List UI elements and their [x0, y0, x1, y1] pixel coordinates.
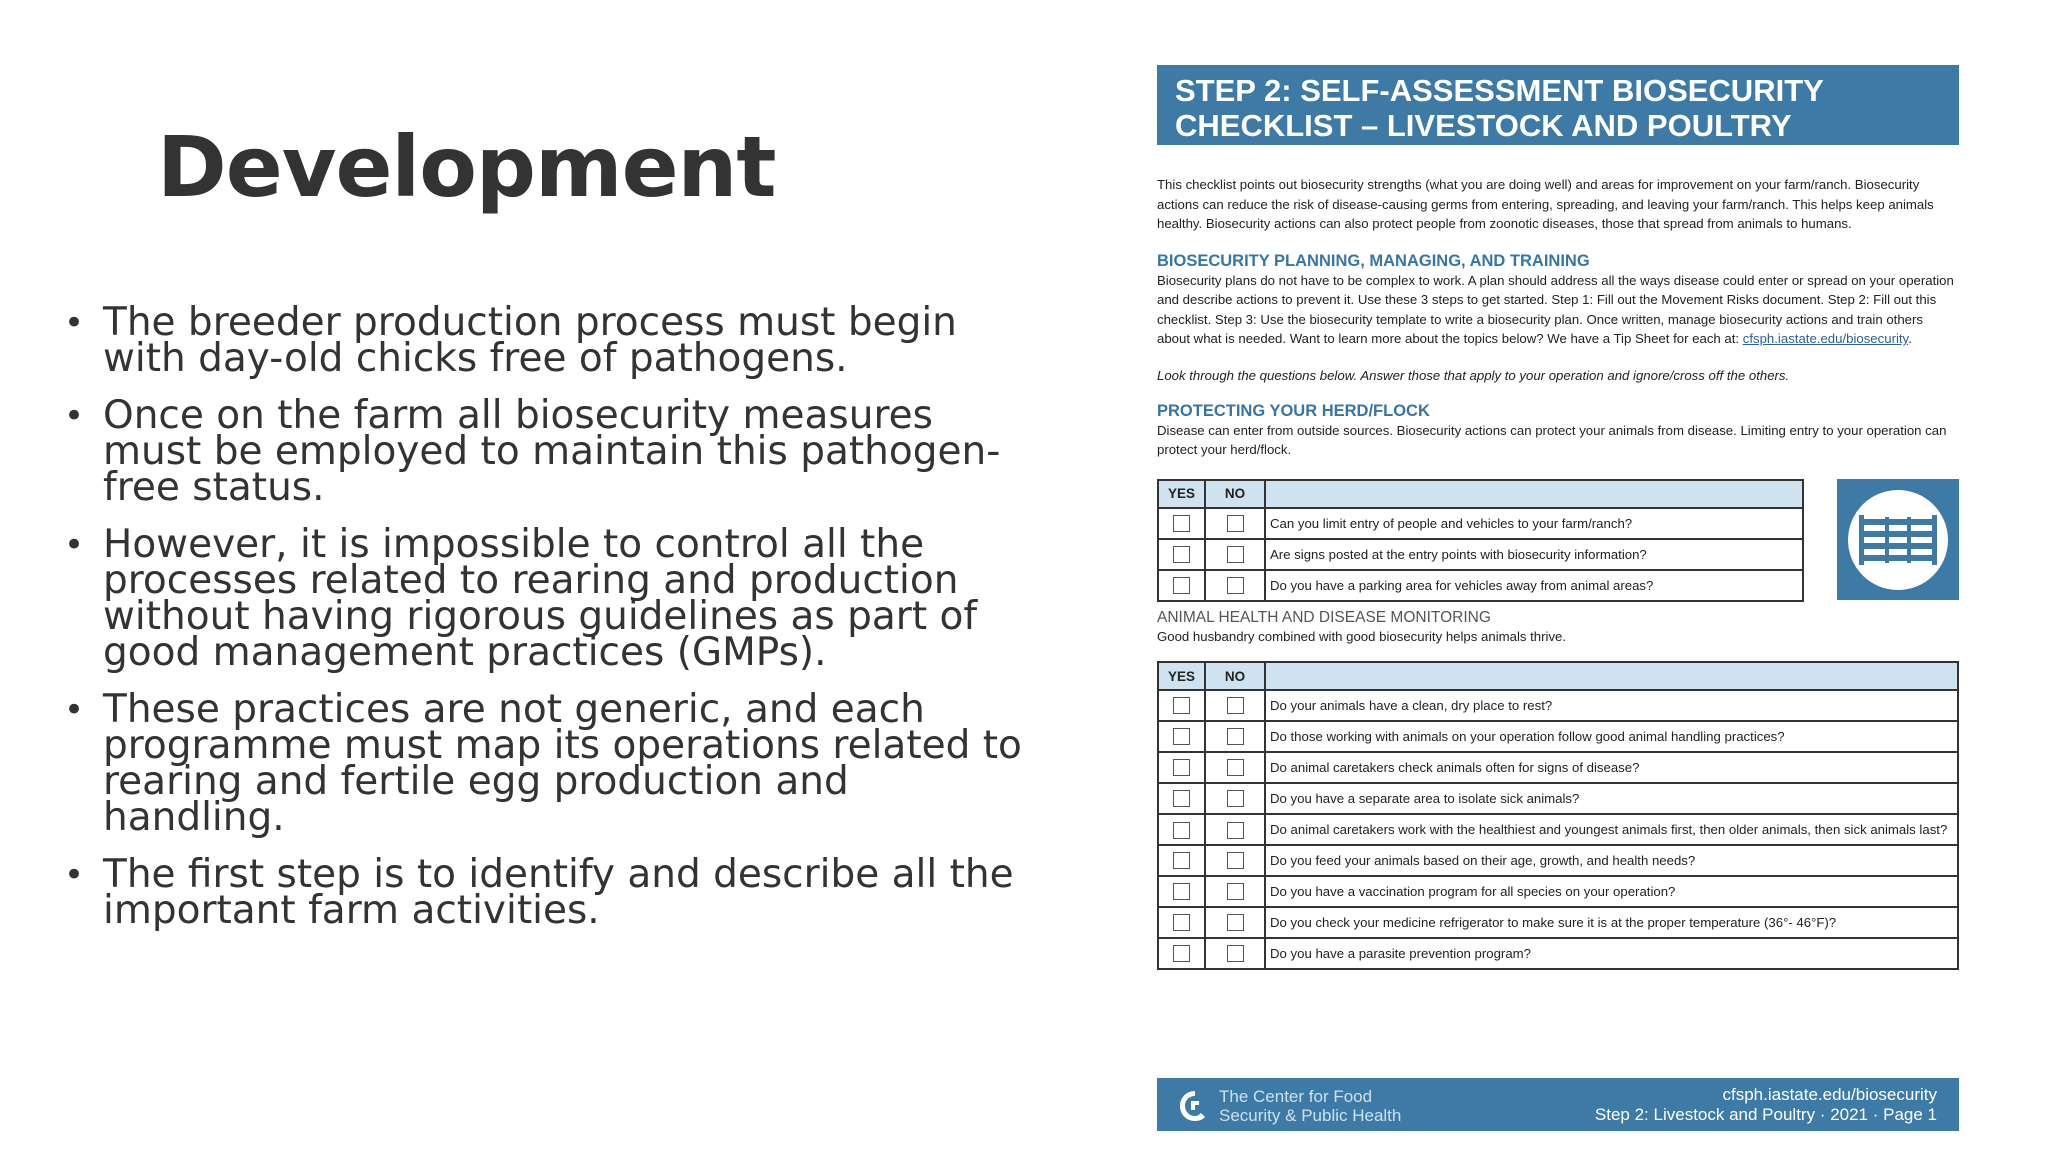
planning-paragraph [1157, 271, 1959, 349]
yes-checkbox[interactable] [1173, 577, 1190, 594]
col-question [1265, 480, 1803, 508]
no-checkbox[interactable] [1227, 759, 1244, 776]
no-checkbox[interactable] [1227, 852, 1244, 869]
no-checkbox[interactable] [1227, 515, 1244, 532]
bullet-item: • However, it is impossible to control all the processes related to rearing and production without having rigorous guidelines as part of good management practices (GMPs). [62, 527, 1022, 671]
yes-checkbox[interactable] [1173, 546, 1190, 563]
table-row [1158, 752, 1958, 783]
planning-text: Biosecurity plans do not have to be complex to work. A plan should address all the ways disease could enter or spread on your operation and describe actions to prevent it. Use these 3 steps to get started. Step 1: Fill out the Movement Risks document. Step 2: Fill out this checklist. Step 3: Use the biosecurity template to write a biosecurity plan. Once written, manage biosecurity actions and train others about what is needed. Want to learn more about the topics below? We have a Tip Sheet for each at: [1157, 272, 1954, 346]
no-checkbox[interactable] [1227, 883, 1244, 900]
slide-title: Development [157, 118, 776, 216]
footer-org [1219, 1087, 1401, 1125]
yes-checkbox[interactable] [1173, 914, 1190, 931]
bullet-item: • These practices are not generic, and each programme must map its operations related to rearing and fertile egg production and handling. [62, 692, 1022, 836]
yes-checkbox[interactable] [1173, 822, 1190, 839]
col-question [1265, 662, 1958, 690]
banner-line-2: CHECKLIST – LIVESTOCK AND POULTRY [1175, 108, 1792, 143]
footer-org-line-2: Security & Public Health [1219, 1106, 1402, 1125]
no-checkbox[interactable] [1227, 546, 1244, 563]
question-text: Can you limit entry of people and vehicles to your farm/ranch? [1265, 508, 1803, 539]
yes-checkbox[interactable] [1173, 790, 1190, 807]
checklist-table-herd [1157, 479, 1804, 602]
table1-area [1157, 479, 1959, 609]
footer-url: cfsph.iastate.edu/biosecurity [1722, 1085, 1937, 1104]
no-checkbox[interactable] [1227, 945, 1244, 962]
checklist-document [1157, 65, 1959, 1152]
col-yes: YES [1158, 662, 1205, 690]
question-text: Do you feed your animals based on their age, growth, and health needs? [1265, 845, 1958, 876]
question-text: Do you have a parasite prevention program? [1265, 938, 1958, 969]
question-text: Do you check your medicine refrigerator to make sure it is at the proper temperature (36°- 46°F)? [1265, 907, 1958, 938]
table-row [1158, 539, 1803, 570]
checklist-table-health [1157, 661, 1959, 970]
yes-checkbox[interactable] [1173, 883, 1190, 900]
no-checkbox[interactable] [1227, 728, 1244, 745]
table-row [1158, 570, 1803, 601]
no-checkbox[interactable] [1227, 914, 1244, 931]
health-paragraph: Good husbandry combined with good biosecurity helps animals thrive. [1157, 628, 1567, 644]
no-checkbox[interactable] [1227, 822, 1244, 839]
no-checkbox[interactable] [1227, 697, 1244, 714]
question-text: Do your animals have a clean, dry place to rest? [1265, 690, 1958, 721]
col-no: NO [1205, 480, 1265, 508]
table-row [1158, 876, 1958, 907]
table-row [1158, 938, 1958, 969]
document-footer [1157, 1078, 1959, 1131]
bullet-item: • The breeder production process must begin with day-old chicks free of pathogens. [62, 305, 1022, 377]
bullet-item: • The first step is to identify and describe all the important farm activities. [62, 857, 1022, 929]
yes-checkbox[interactable] [1173, 515, 1190, 532]
table-row [1158, 690, 1958, 721]
question-text: Do you have a vaccination program for all species on your operation? [1265, 876, 1958, 907]
section-heading-health: ANIMAL HEALTH AND DISEASE MONITORING [1157, 608, 1491, 626]
table-row [1158, 721, 1958, 752]
no-checkbox[interactable] [1227, 790, 1244, 807]
no-checkbox[interactable] [1227, 577, 1244, 594]
gate-icon [1837, 479, 1959, 600]
bullet-item: • Once on the farm all biosecurity measures must be employed to maintain this pathogen-free status. [62, 398, 1022, 506]
question-text: Do those working with animals on your operation follow good animal handling practices? [1265, 721, 1958, 752]
yes-checkbox[interactable] [1173, 759, 1190, 776]
footer-org-line-1: The Center for Food [1219, 1087, 1373, 1106]
planning-text-end: . [1908, 331, 1912, 346]
table-row [1158, 907, 1958, 938]
yes-checkbox[interactable] [1173, 852, 1190, 869]
table-row [1158, 845, 1958, 876]
question-text: Do you have a parking area for vehicles away from animal areas? [1265, 570, 1803, 601]
instruction-note: Look through the questions below. Answer those that apply to your operation and ignore/cross off the others. [1157, 367, 1790, 383]
question-text: Do animal caretakers check animals often for signs of disease? [1265, 752, 1958, 783]
table-row [1158, 814, 1958, 845]
footer-right [1595, 1085, 1937, 1125]
table-header [1158, 662, 1958, 690]
footer-page: Step 2: Livestock and Poultry · 2021 · Page 1 [1594, 1105, 1937, 1124]
question-text: Do you have a separate area to isolate sick animals? [1265, 783, 1958, 814]
section-heading-protecting: PROTECTING YOUR HERD/FLOCK [1157, 401, 1430, 420]
question-text: Are signs posted at the entry points with biosecurity information? [1265, 539, 1803, 570]
yes-checkbox[interactable] [1173, 697, 1190, 714]
intro-paragraph: This checklist points out biosecurity strengths (what you are doing well) and areas for improvement on your farm/ranch. Biosecurity actions can reduce the risk of disease-causing germs from entering, spreading, and leaving your farm/ranch. This helps keep animals healthy. Biosecurity actions can also protect people from zoonotic diseases, those that spread from animals to humans. [1157, 177, 1934, 231]
table-header [1158, 480, 1803, 508]
yes-checkbox[interactable] [1173, 728, 1190, 745]
section-heading-planning: BIOSECURITY PLANNING, MANAGING, AND TRAINING [1157, 251, 1590, 270]
yes-checkbox[interactable] [1173, 945, 1190, 962]
table-row [1158, 508, 1803, 539]
col-no: NO [1205, 662, 1265, 690]
question-text: Do animal caretakers work with the healthiest and youngest animals first, then older animals, then sick animals last? [1265, 814, 1958, 845]
document-banner [1157, 65, 1959, 145]
protecting-paragraph: Disease can enter from outside sources. Biosecurity actions can protect your animals from disease. Limiting entry to your operation can protect your herd/flock. [1157, 422, 1947, 457]
table-row [1158, 783, 1958, 814]
banner-line-1: STEP 2: SELF-ASSESSMENT BIOSECURITY [1175, 73, 1824, 108]
bullet-list [62, 300, 1022, 950]
col-yes: YES [1158, 480, 1205, 508]
biosecurity-link[interactable]: cfsph.iastate.edu/biosecurity [1742, 331, 1909, 346]
cfsph-logo-icon [1177, 1088, 1213, 1124]
